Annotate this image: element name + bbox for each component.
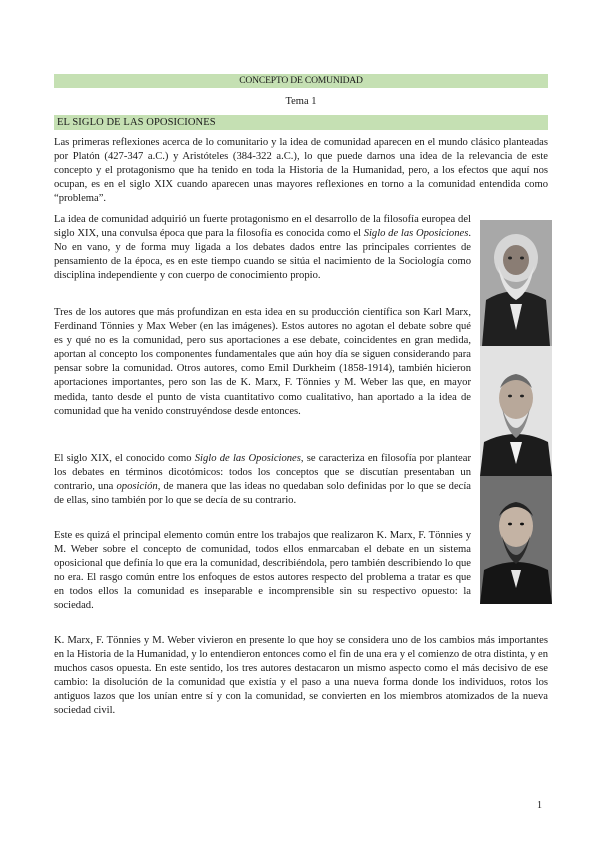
paragraph-6: K. Marx, F. Tönnies y M. Weber vivieron en presente lo que hoy se considera uno de los cambios más importantes en la Historia de la Humanidad, y lo entendieron entonces como el fin de una era y el comienzo de otra distinta, y en muchos casos opuesta. En este sentido, los tres autores destacaron un mismo aspecto como el más decisivo de ese cambio: la disolución de la comunidad que existía y el paso a una nueva forma donde los individuos, rotos los antiguos lazos que los unían entre sí y con la comunidad, se convierten en los miembros atomizados de la nueva sociedad civil. bbox=[54, 635, 548, 717]
paragraph-3: Tres de los autores que más profundizan en esta idea en su producción científica son Karl Marx, Ferdinand Tönnies y Max Weber (en las imágenes). Estos autores no agotan el debate sobre qué es y qué no es la comunidad, pero sus aportaciones a ese debate, coincidentes en gran medida, aportan al concepto los componentes fundamentales que aún hoy día se siguen considerando para pensar sobre la comunidad. Otros autores, como Emil Durkheim (1858-1914), también hicieron aportaciones importantes, pero son las de K. Marx, F. Tönnies y M. Weber las que, en mayor medida, tanto desde el punto de vista cuantitativo como cualitativo, han aportado a la idea de comunidad que ha venido construyéndose desde entonces. bbox=[54, 307, 471, 417]
section-heading: EL SIGLO DE LAS OPOSICIONES bbox=[54, 115, 548, 130]
portrait-weber-image bbox=[480, 476, 552, 604]
paragraph-2-text-a: La idea de comunidad adquirió un fuerte protagonismo en el desarrollo de la filosofía europea del siglo XIX, una convulsa época que para la filosofía es conocida como el bbox=[54, 214, 471, 240]
portrait-photo-marx bbox=[480, 220, 552, 346]
document-title: CONCEPTO DE COMUNIDAD bbox=[54, 74, 548, 88]
paragraph-4-text-b: , se caracteriza en filosofía por plantear los debates en términos dicotómicos: todos los conceptos que se discutían presentaban un contrario, una bbox=[54, 453, 471, 493]
portrait-photo-tonnies bbox=[480, 346, 552, 476]
paragraph-1: Las primeras reflexiones acerca de lo comunitario y la idea de comunidad aparecen en el mundo clásico planteadas por Platón (427-347 a.C.) y Aristóteles (384-322 a.C.), lo que puede darnos una idea de la relevancia de este concepto y el protagonismo que ha tenido en toda la Historia de la Humanidad, pero, a los efectos que aquí nos ocupan, es en el siglo XIX cuando aparecen unas mayores reflexiones en torno a la comunidad entendida como “problema”. bbox=[54, 137, 548, 205]
paragraph-4-text-c: , de manera que las ideas no quedaban solo definidas por lo que se decía de ellas, sino también por lo que se decía de su contrario. bbox=[54, 481, 472, 507]
paragraph-2-text-b: . No en vano, y de forma muy ligada a los debates dados entre las principales corrientes de pensamiento de la época, es en este tiempo cuando se sitúa el nacimiento de la Sociología como disciplina independiente y con cuerpo de conocimiento propio. bbox=[54, 228, 471, 282]
page-number: 1 bbox=[537, 800, 542, 811]
document-subtitle: Tema 1 bbox=[285, 96, 317, 107]
portrait-tonnies-image bbox=[480, 346, 552, 476]
paragraph-2 bbox=[54, 213, 471, 283]
paragraph-5: Este es quizá el principal elemento común entre los trabajos que realizaron K. Marx, F. Tönnies y M. Weber sobre el concepto de comunidad, todos ellos enmarcaban el debate en un sistema oposicional que definía lo que era la comunidad, describiéndola, pero también describiendo lo que no era. El rasgo común entre los enfoques de estos autores respecto del problema a tratar es que en todos ellos la comunidad es inseparable e incomprensible sin su respectivo opuesto: la sociedad. bbox=[54, 530, 471, 612]
paragraph-4-emphasis-1: Siglo de las Oposiciones bbox=[194, 453, 301, 464]
paragraph-4-emphasis-2: oposición bbox=[116, 481, 158, 493]
paragraph-4 bbox=[54, 452, 471, 508]
paragraph-2-emphasis: Siglo de las Oposiciones bbox=[363, 228, 469, 240]
portrait-photo-weber bbox=[480, 476, 552, 604]
paragraph-4-text-a: El siglo XIX, el conocido como bbox=[54, 453, 195, 464]
portrait-marx-image bbox=[480, 220, 552, 346]
